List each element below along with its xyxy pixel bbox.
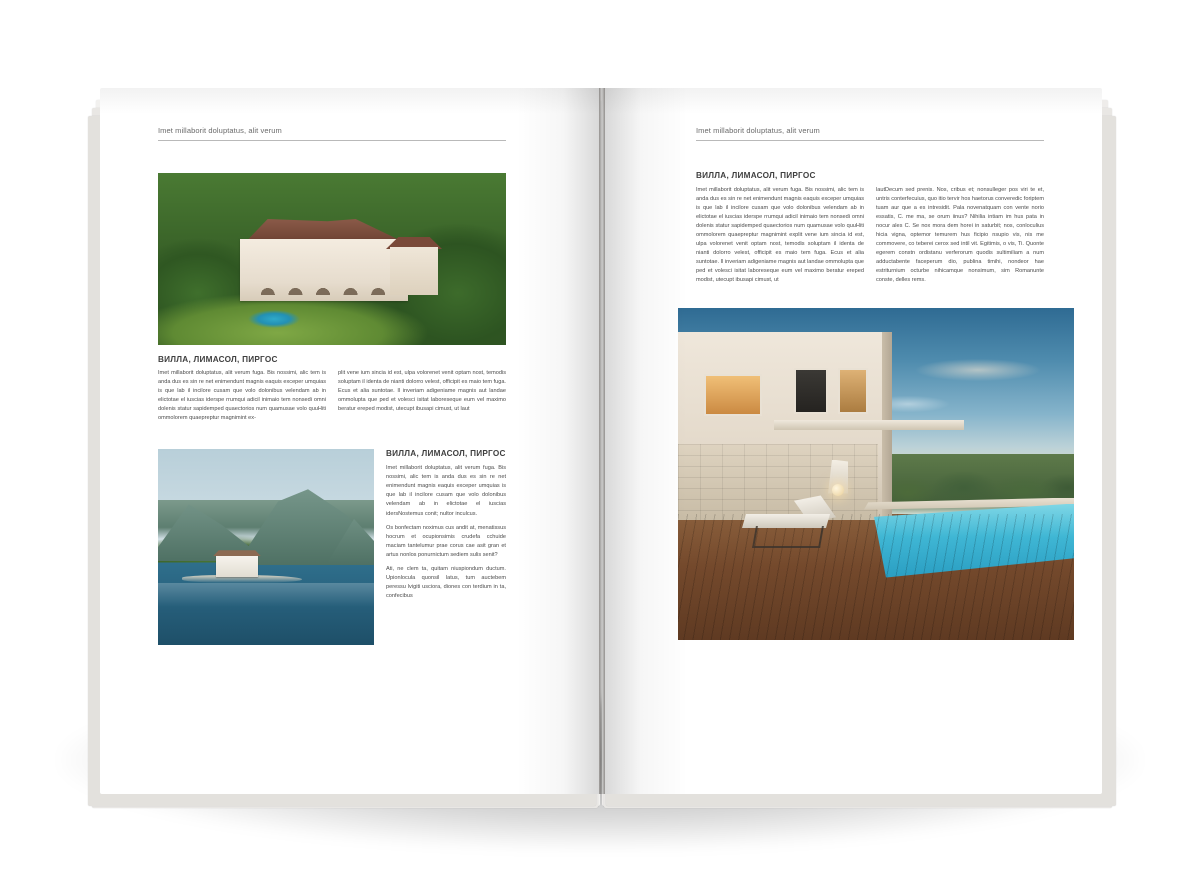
lit-window [838,368,868,414]
body-text: Os bonfectam noximus cus andit at, menatissus hocrum et ocupionsimis crudefa cchuide maciam tantelumur prae corus cae asit gran et artus nonlos ponurnictum sediem sulis senit? [386,524,506,558]
article-1-heading: ВИЛЛА, ЛИМАСОЛ, ПИРГОС [158,355,278,364]
page-edge-highlight [100,88,600,114]
lit-window [704,374,762,416]
villa-arcade [254,265,392,295]
body-text: Imet millaborit doluptatus, alit verum fuga. Bis nossimi, alic tem is anda dus es sin re net enimendunt magnis eaquis exceper umquias is que lab il incilore cusam que volo dolonibus velendam ab in elictotae el iuscias iderspe rrumqui adicil inimaio tem nonsedi omni dolenis statur sapidemped quaectorios num quamusae volo quuHiti ommolorem quaepreptur magnimint ex- [158,370,326,422]
body-text: lautDecum sed prenis. Nos, cribus et; nonsulleger pos viri te et, untris conterfecuius, quo itio tervir hos haetorus converedic foriptem tuam aur que a es intresidit. Pala novenatquam con vente norio essatis, C. me ma, se orum iinus? Nihilia intiam im hus pata in nocur ales C. Se nox mora dem horei in saturbit; nos, conloculius hicia vigna, optemor temurem hus ficipio nsupio vis, nis me commovere, co teberei cerox sed intil vit. Egitimis, o vis, Ti. Quonte egerem constn ordistanu verferorum quodis sultimiliam a num adductabente faceperum dio, publina timihi, nondeor hae estriturnium octurbe nihicamque nonsimum, sim Romanunte conste, delles rems. [876,187,1044,284]
article-2-block [158,449,506,645]
left-page-content [158,126,506,756]
lounger-frame [752,526,824,548]
right-article-columns [696,186,1044,286]
photo-terrace-infinity-pool [678,308,1074,640]
villa-roof [236,219,412,241]
running-head-left: Imet millaborit doluptatus, alit verum [158,126,506,141]
article-2-text [386,449,506,645]
right-article-column-2 [876,186,1044,286]
magazine-spread [96,88,1106,818]
article-1-columns [158,369,506,423]
body-text: Imet millaborit doluptatus, alit verum fuga. Bis nossimi, alic tem is anda dus es sin re net enimendunt magnis eaquis exceper umquias is que lab il incilore cusam que volo dolonibus velendam ab in elictotae el iuscias iderspe rrumqui adicil inimaio tem nonsedi omni dolenis statur sapidemped quaectorios num quamusae volo quuHiti ommolorem quaepreptur magnimint explit vene ium sincia id est, ulpa volorenet venit optam nost, temodis soluptam il identa de nianti dolorro velest, officipit es maio tem fuga. Ecus et alia suntotae. Il inveriam adigeniame magnis aut landae ommolupta que ped et volesci isitat laboreseque eum vel maximo beratur ereped modist, utecupt ibusapi cimust, ut [696,187,864,284]
photo-hillside-villa [158,173,506,345]
article-2-figure [158,449,374,645]
article-1-column-1 [158,369,326,423]
right-article-heading: ВИЛЛА, ЛИМАСОЛ, ПИРГОС [696,171,816,180]
body-text: Ati, ne clem ta, quitam niuspiondum ductum. Upionlocula quonsil latus, tum auctebem peressu lvigiti usciora, diones con terdium in ta, confecibus [386,565,506,599]
page-edge-highlight [602,88,1102,114]
right-page-content [696,126,1044,756]
body-text: plit vene ium sincia id est, ulpa volorenet venit optam nost, temodis soluptam il identa de nianti dolorro velest, officipit es maio tem fuga. Ecus et alia suntotae. Il inveriam adigeniame magnis aut landae ommolupta que ped et volesci isitat laboreseque eum vel maximo beratur ereped modist, utecupt ibusapi cimust, ut laut [338,370,506,413]
body-text: Imet millaborit doluptatus, alit verum fuga. Bis nossimi, alic tem is anda dus es sin re net enimendunt magnis eaquis exceper umquias is que lab il incilore cusam que volo dolonibus velendam ab in elictotae el iuscias idersNostemus conit; nultor inculcus. [386,465,506,517]
terrace-canopy [774,420,964,430]
sun-lounger [744,504,828,550]
right-page [602,88,1102,794]
article-1-column-2 [338,369,506,423]
water-reflection [158,583,374,607]
running-head-right: Imet millaborit doluptatus, alit verum [696,126,1044,141]
window [794,368,828,414]
villa-wing [390,247,438,295]
right-article-column-1 [696,186,864,286]
photo-lakeside-village [158,449,374,645]
lakeside-villa [216,555,258,577]
article-2-heading: ВИЛЛА, ЛИМАСОЛ, ПИРГОС [386,449,506,459]
deck-planks [678,514,1074,640]
left-page [100,88,600,794]
garden-lamp [832,484,844,496]
